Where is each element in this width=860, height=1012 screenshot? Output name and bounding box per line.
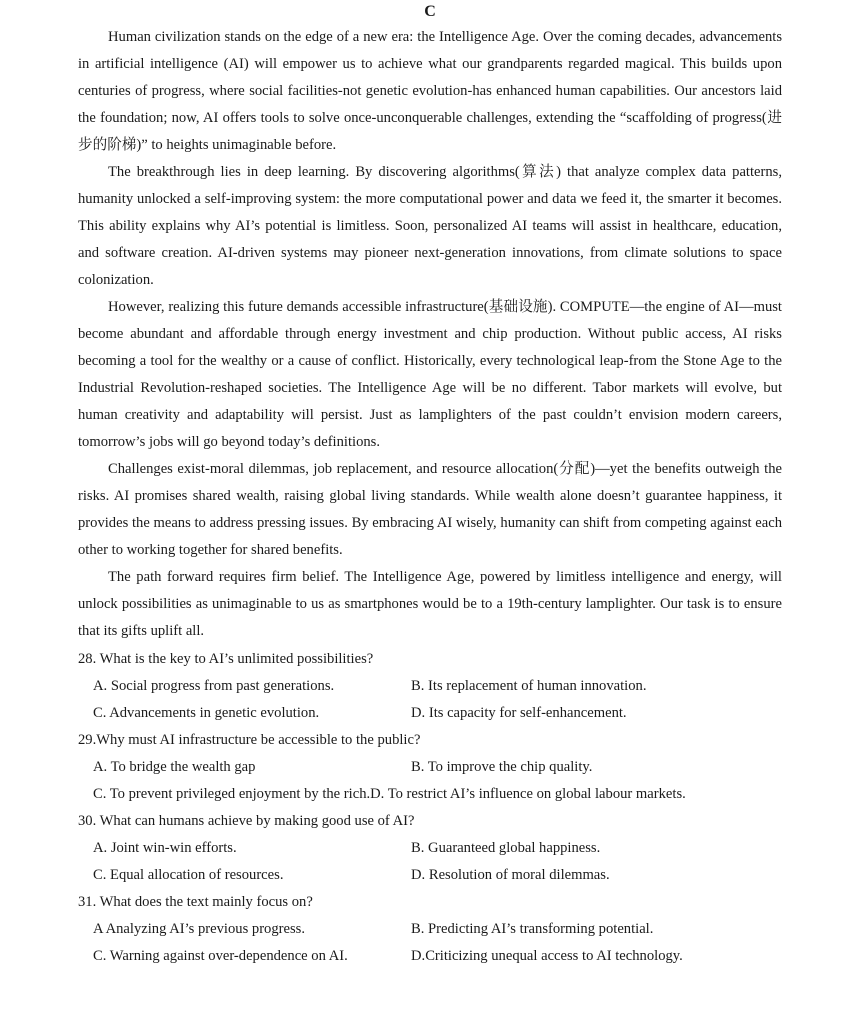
option-b: B. Its replacement of human innovation. [411,678,647,694]
option-row [78,835,782,862]
reading-passage [78,24,782,645]
option-row [78,700,782,727]
passage-paragraph-1: Human civilization stands on the edge of a new era: the Intelligence Age. Over the coming decades, advancements in artificial intelligence (AI) will empower us to achieve what our grandparents regarded magical. This builds upon centuries of progress, where social facilities-not genetic evolution-has enhanced human capabilities. Our ancestors laid the foundation; now, AI offers tools to solve once-unconquerable challenges, extending the “scaffolding of progress(进步的阶梯)” to heights unimaginable before. [78,29,782,153]
question-stem: 31. What does the text mainly focus on? [78,894,313,910]
passage-paragraph-4: Challenges exist-moral dilemmas, job replacement, and resource allocation(分配)—yet the benefits outweigh the risks. AI promises shared wealth, raising global living standards. While wealth alone doesn’t guarantee happiness, it provides the means to address pressing issues. By embracing AI wisely, humanity can shift from competing against each other to working together for shared benefits. [78,461,782,558]
passage-paragraph-3: However, realizing this future demands accessible infrastructure(基础设施). COMPUTE—the engine of AI—must become abundant and affordable through energy investment and chip production. Without public access, AI risks becoming a tool for the wealthy or a cause of conflict. Historically, every technological leap-from the Stone Age to the Industrial Revolution-reshaped societies. The Intelligence Age will be no different. Tabor markets will evolve, but human creativity and adaptability will persist. Just as lamplighters of the past couldn’t envision modern careers, tomorrow’s jobs will go beyond today’s definitions. [78,299,782,450]
option-a: A. Social progress from past generations. [93,678,335,694]
option-d: D.Criticizing unequal access to AI technology. [411,948,683,964]
question-stem: 28. What is the key to AI’s unlimited possibilities? [78,651,374,667]
option-c: C. Advancements in genetic evolution. [93,705,320,721]
option-row [78,862,782,889]
option-row [78,916,782,943]
passage-paragraph-5: The path forward requires firm belief. The Intelligence Age, powered by limitless intelligence and energy, will unlock possibilities as unimaginable to us as smartphones would be to a 19th-century lamplighter. Our task is to ensure that its gifts uplift all. [78,569,782,639]
option-c: C. Warning against over-dependence on AI. [93,948,348,964]
option-c-and-d: C. To prevent privileged enjoyment by the rich.D. To restrict AI’s influence on global labour markets. [93,786,686,802]
passage-paragraph-2: The breakthrough lies in deep learning. By discovering algorithms(算法) that analyze complex data patterns, humanity unlocked a self-improving system: the more computational power and data we feed it, the smarter it becomes. This ability explains why AI’s potential is limitless. Soon, personalized AI teams will assist in healthcare, education, and software creation. AI-driven systems may pioneer next-generation innovations, from climate solutions to space colonization. [78,164,782,288]
option-b: B. Guaranteed global happiness. [411,840,601,856]
question-30 [78,808,782,889]
option-row [78,754,782,781]
question-29 [78,727,782,808]
option-a: A. To bridge the wealth gap [93,759,256,775]
option-row [78,673,782,700]
question-list [78,646,782,970]
option-b: B. Predicting AI’s transforming potential. [411,921,654,937]
question-31 [78,889,782,970]
option-b: B. To improve the chip quality. [411,759,593,775]
option-c: C. Equal allocation of resources. [93,867,284,883]
section-heading: C [424,3,436,20]
question-stem: 30. What can humans achieve by making good use of AI? [78,813,415,829]
option-row [78,781,782,808]
option-a: A Analyzing AI’s previous progress. [93,921,305,937]
option-a: A. Joint win-win efforts. [93,840,237,856]
question-stem: 29.Why must AI infrastructure be accessible to the public? [78,732,421,748]
option-d: D. Resolution of moral dilemmas. [411,867,610,883]
option-row [78,943,782,970]
question-28 [78,646,782,727]
option-d: D. Its capacity for self-enhancement. [411,705,627,721]
